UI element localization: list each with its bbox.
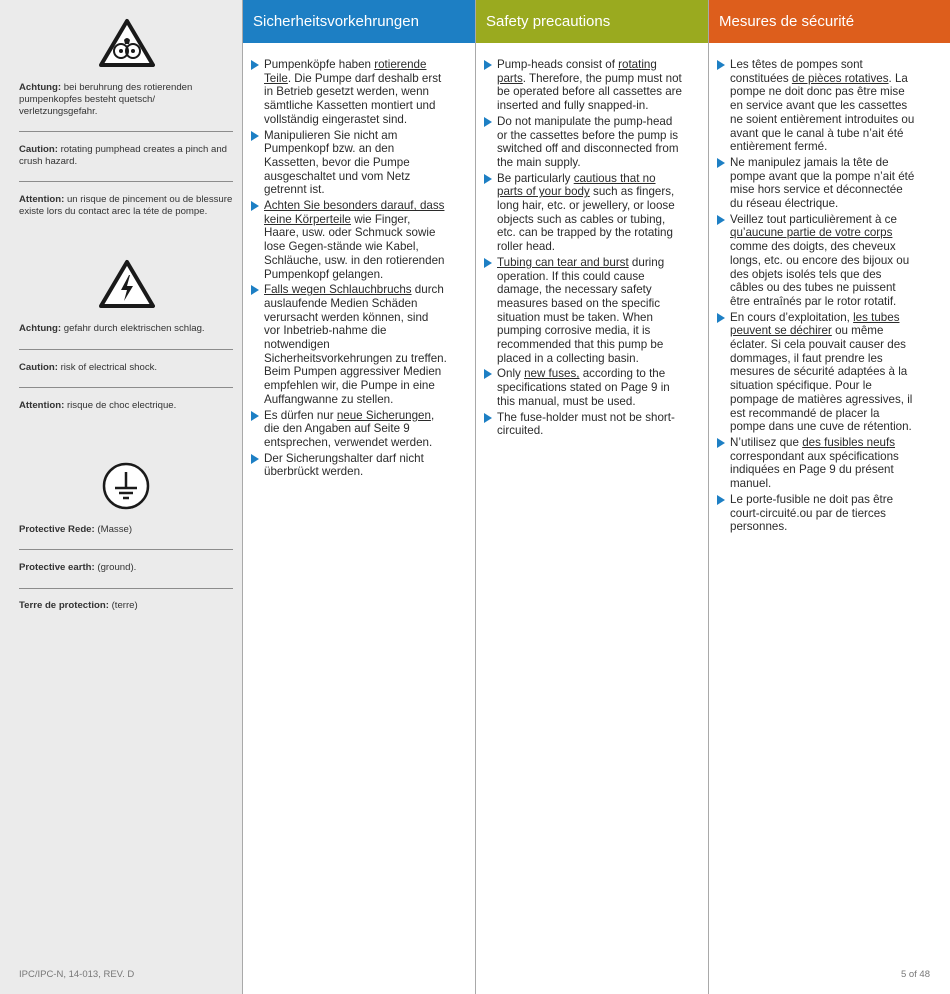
list-item: Es dürfen nur neue Sicherungen, die den Angaben auf Seite 9 entsprechen, verwendet werden. (251, 409, 447, 450)
list-item: Tubing can tear and burst during operation. If this could cause damage, the necessary safety measures based on the specific situation must be taken. When pumping corrosive media, it is recommended that this pump be placed in a collecting basin. (484, 256, 682, 366)
list-item: Pumpenköpfe haben rotierende Teile. Die Pumpe darf deshalb erst in Betrieb gesetzt werden, wenn sämtliche Kassetten montiert und vollständig eingerastet sind. (251, 58, 447, 127)
bullet-triangle-icon (251, 201, 259, 211)
column-divider (242, 0, 243, 994)
bullet-triangle-icon (717, 60, 725, 70)
bullet-triangle-icon (717, 215, 725, 225)
list-item: Do not manipulate the pump-head or the cassettes before the pump is switched off and disconnected from the main supply. (484, 115, 682, 170)
pinch-hazard-warning-icon (99, 18, 155, 68)
column-divider (708, 0, 709, 994)
separator (19, 131, 233, 132)
list-item: Only new fuses, according to the specifications stated on Page 9 in this manual, must be used. (484, 367, 682, 408)
bullet-triangle-icon (717, 313, 725, 323)
german-column-body (251, 58, 447, 481)
french-column-body (717, 58, 915, 536)
document-id: IPC/IPC-N, 14-013, REV. D (19, 969, 135, 980)
shock-warning-en: Caution: risk of electrical shock. (19, 362, 158, 373)
shock-warning-de: Achtung: gefahr durch elektrischen schlag. (19, 323, 205, 334)
separator (19, 549, 233, 550)
english-column-header: Safety precautions (476, 0, 708, 43)
bullet-triangle-icon (251, 285, 259, 295)
bullet-triangle-icon (251, 60, 259, 70)
german-precautions-list (251, 58, 447, 479)
list-item: Pump-heads consist of rotating parts. Therefore, the pump must not be operated before all cassettes are inserted and fully snapped-in. (484, 58, 682, 113)
electric-shock-warning-icon (99, 259, 155, 309)
list-item: N’utilisez que des fusibles neufs correspondant aux spécifications indiquées en Page 9 du présent manuel. (717, 436, 915, 491)
german-column-header: Sicherheitsvorkehrungen (243, 0, 475, 43)
pinch-warning-fr: Attention: un risque de pincement ou de blessure existe lors du contact arec la téte de pompe. (19, 194, 233, 217)
list-item: Falls wegen Schlauchbruchs durch auslaufende Medien Schäden verursacht werden können, sind vor Inbetrieb-nahme die notwendigen Sicherheitsvorkehrungen zu treffen. Beim Pumpen aggressiver Medien empfehlen wir, die Pumpe in eine Auffangwanne zu stellen. (251, 283, 447, 406)
list-item: The fuse-holder must not be short-circuited. (484, 411, 682, 438)
pinch-warning-de: Achtung: bei beruhrung des rotierenden pumpenkopfes besteht quetsch/ verletzungsgefahr. (19, 82, 193, 117)
list-item: En cours d’exploitation, les tubes peuvent se déchirer ou même éclater. Si cela pouvait causer des dommages, il faut prendre les mesures de sécurité adaptées à la situation spécifique. Pour le pompage de matières agressives, il est recommandé de placer la pompe dans une cuve de rétention. (717, 311, 915, 434)
separator (19, 181, 233, 182)
bullet-triangle-icon (251, 454, 259, 464)
protective-earth-icon (101, 461, 151, 511)
bullet-triangle-icon (484, 60, 492, 70)
bullet-triangle-icon (484, 258, 492, 268)
bullet-triangle-icon (484, 413, 492, 423)
english-column-body (484, 58, 682, 440)
page-number: 5 of 48 (900, 969, 930, 980)
earth-label-en: Protective earth: (ground). (19, 562, 137, 573)
separator (19, 387, 233, 388)
bullet-triangle-icon (717, 158, 725, 168)
pinch-warning-en: Caution: rotating pumphead creates a pinch and crush hazard. (19, 144, 227, 167)
bullet-triangle-icon (484, 369, 492, 379)
french-precautions-list (717, 58, 915, 534)
list-item: Achten Sie besonders darauf, dass keine Körperteile wie Finger, Haare, usw. oder Schmuck sowie lose Gegen-stände wie Kabel, Schläuche, usw. in den rotierenden Pumpenkopf gelangen. (251, 199, 447, 281)
list-item: Ne manipulez jamais la tête de pompe avant que la pompe n’ait été mise hors service et déconnectée du réseau électrique. (717, 156, 915, 211)
earth-label-fr: Terre de protection: (terre) (19, 600, 138, 611)
list-item: Manipulieren Sie nicht am Pumpenkopf bzw. an den Kassetten, bevor die Pumpe ausgeschaltet und vom Netz getrennt ist. (251, 129, 447, 198)
bullet-triangle-icon (251, 131, 259, 141)
separator (19, 588, 233, 589)
english-precautions-list (484, 58, 682, 438)
earth-label-de: Protective Rede: (Masse) (19, 524, 133, 535)
bullet-triangle-icon (484, 117, 492, 127)
bullet-triangle-icon (717, 495, 725, 505)
shock-warning-fr: Attention: risque de choc electrique. (19, 400, 177, 411)
bullet-triangle-icon (717, 438, 725, 448)
bullet-triangle-icon (251, 411, 259, 421)
list-item: Be particularly cautious that no parts of your body such as fingers, long hair, etc. or jewellery, or loose objects such as cables or tubing, etc. can be trapped by the rotating roller head. (484, 172, 682, 254)
list-item: Der Sicherungshalter darf nicht überbrückt werden. (251, 452, 447, 479)
list-item: Les têtes de pompes sont constituées de pièces rotatives. La pompe ne doit donc pas être mise en service avant que les cassettes ne soient entièrement introduites ou avant que le canal à tube n’ait été entièrement fermé. (717, 58, 915, 154)
list-item: Le porte-fusible ne doit pas être court-circuité.ou par de tierces personnes. (717, 493, 915, 534)
column-divider (475, 0, 476, 994)
list-item: Veillez tout particulièrement à ce qu’aucune partie de votre corps comme des doigts, des cheveux longs, etc. ou encore des bijoux ou des objets isolés tels que des câbles ou des tubes ne puissent être entraînés par le rotor rotatif. (717, 213, 915, 309)
bullet-triangle-icon (484, 174, 492, 184)
french-column-header: Mesures de sécurité (709, 0, 950, 43)
separator (19, 349, 233, 350)
